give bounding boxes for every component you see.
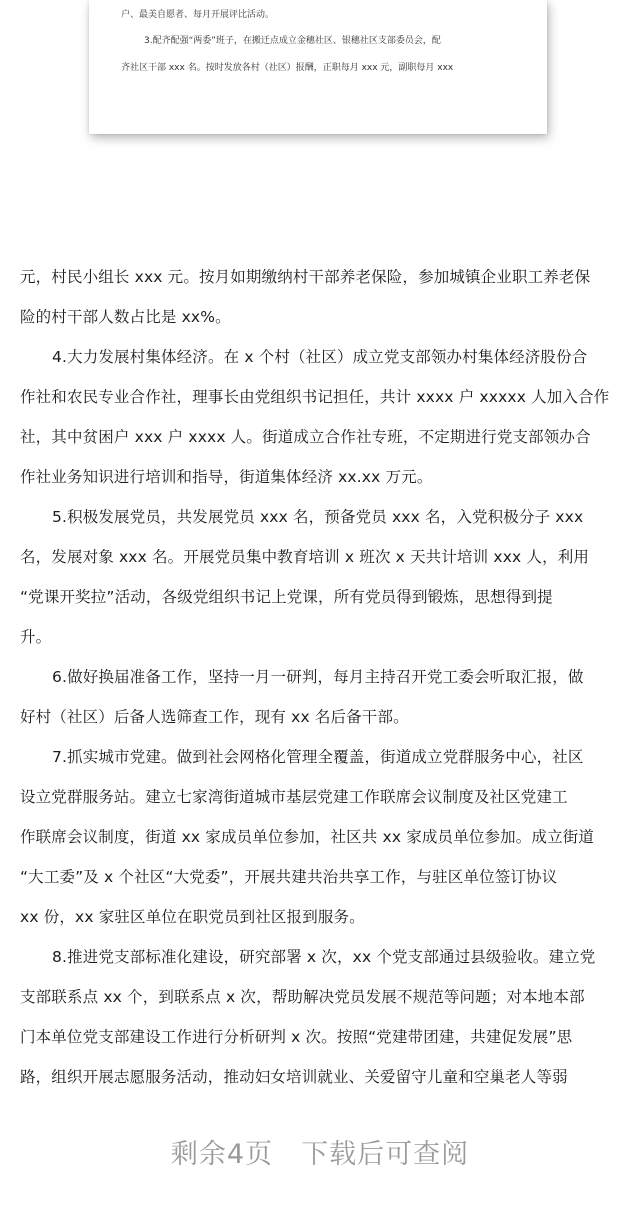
body-line: 作社业务知识进行培训和指导，街道集体经济 xx.xx 万元。 [20,468,433,486]
body-line: 名，发展对象 xxx 名。开展党员集中教育培训 x 班次 x 天共计培训 xxx 人，利用 [20,548,590,566]
body-line: 7.抓实城市党建。做到社会网格化管理全覆盖，街道成立党群服务中心，社区 [52,748,584,766]
body-line: 作社和农民专业合作社，理事长由党组织书记担任，共计 xxxx 户 xxxxx 人加入合作 [20,388,610,406]
document-body [20,257,622,1097]
preview-line: 户、最美自愿者、每月开展评比活动。 [121,10,275,20]
previous-page-preview [89,0,547,134]
body-line: 支部联系点 xx 个，到联系点 x 次，帮助解决党员发展不规范等问题；对本地本部 [20,988,585,1006]
body-line: 元，村民小组长 xxx 元。按月如期缴纳村干部养老保险，参加城镇企业职工养老保 [20,268,591,286]
body-line: 8.推进党支部标准化建设，研究部署 x 次，xx 个党支部通过县级验收。建立党 [52,948,596,966]
body-line: 好村（社区）后备人选筛查工作，现有 xx 名后备干部。 [20,708,409,726]
body-line: 社，其中贫困户 xxx 户 xxxx 人。街道成立合作社专班，不定期进行党支部领办合 [20,428,591,446]
body-line: 作联席会议制度，街道 xx 家成员单位参加，社区共 xx 家成员单位参加。成立街道 [20,828,595,846]
body-line: 6.做好换届准备工作，坚持一月一研判，每月主持召开党工委会听取汇报，做 [52,668,584,686]
body-line: 路，组织开展志愿服务活动，推动妇女培训就业、关爱留守儿童和空巢老人等弱 [20,1068,568,1086]
remaining-pages-banner[interactable] [0,1130,640,1180]
preview-line: 3.配齐配强“两委”班子，在搬迁点成立金穗社区、银穗社区支部委员会，配 [144,36,441,46]
body-line: 设立党群服务站。建立七家湾街道城市基层党建工作联席会议制度及社区党建工 [20,788,568,806]
body-line: 4.大力发展村集体经济。在 x 个村（社区）成立党支部领办村集体经济股份合 [52,348,588,366]
remaining-pages-text: 剩余4页 [170,1139,274,1170]
body-line: 升。 [20,628,52,646]
body-line: xx 份，xx 家驻区单位在职党员到社区报到服务。 [20,908,365,926]
body-line: 门本单位党支部建设工作进行分析研判 x 次。按照“党建带团建，共建促发展”思 [20,1028,573,1046]
body-line: 5.积极发展党员，共发展党员 xxx 名，预备党员 xxx 名，入党积极分子 xxx [52,508,584,526]
body-line: “党课开奖拉”活动，各级党组织书记上党课，所有党员得到锻炼，思想得到提 [20,588,553,606]
body-line: “大工委”及 x 个社区“大党委”，开展共建共治共享工作，与驻区单位签订协议 [20,868,558,886]
download-hint-text: 下载后可查阅 [301,1139,470,1170]
body-line: 险的村干部人数占比是 xx%。 [20,308,231,326]
preview-line: 齐社区干部 xxx 名。按时发放各村（社区）报酬，正职每月 xxx 元，副职每月 xxx [121,63,454,73]
